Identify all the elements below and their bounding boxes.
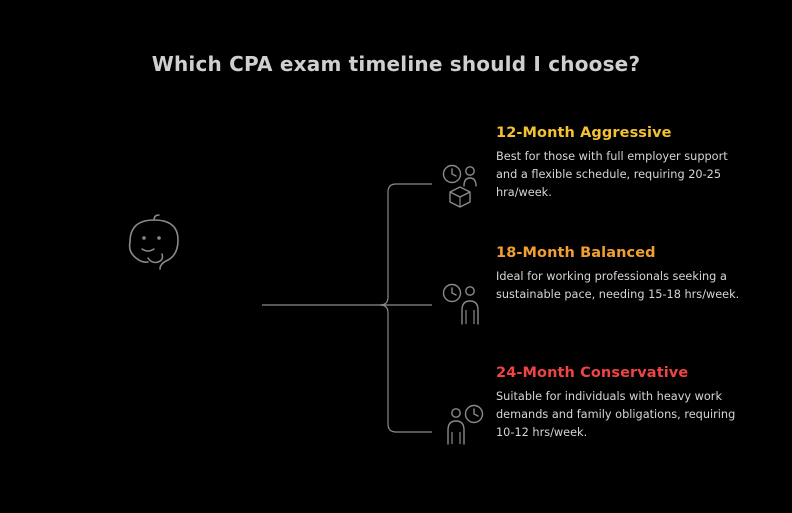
clock-person-icon: [440, 282, 488, 330]
branch-text-block: [496, 126, 746, 201]
clock-person-cube-icon: [440, 162, 488, 210]
branch-heading: 12-Month Aggressive: [496, 125, 672, 141]
branch-heading: 18-Month Balanced: [496, 245, 656, 261]
branch-heading: 24-Month Conservative: [496, 365, 689, 381]
branch-description: Best for those with full employer support and a flexible schedule, requiring 20-25 hra/week.: [496, 149, 728, 199]
page-title: Which CPA exam timeline should I choose?: [151, 52, 641, 76]
person-clock-icon: [440, 402, 488, 450]
branch-text-block: [496, 366, 746, 441]
branch-text-block: [496, 246, 746, 304]
branch-description: Ideal for working professionals seeking a sustainable pace, needing 15-18 hrs/week.: [496, 269, 740, 301]
thinking-person-icon: [118, 212, 190, 274]
branch-description: Suitable for individuals with heavy work demands and family obligations, requiring 10-12 hrs/week.: [496, 389, 736, 439]
